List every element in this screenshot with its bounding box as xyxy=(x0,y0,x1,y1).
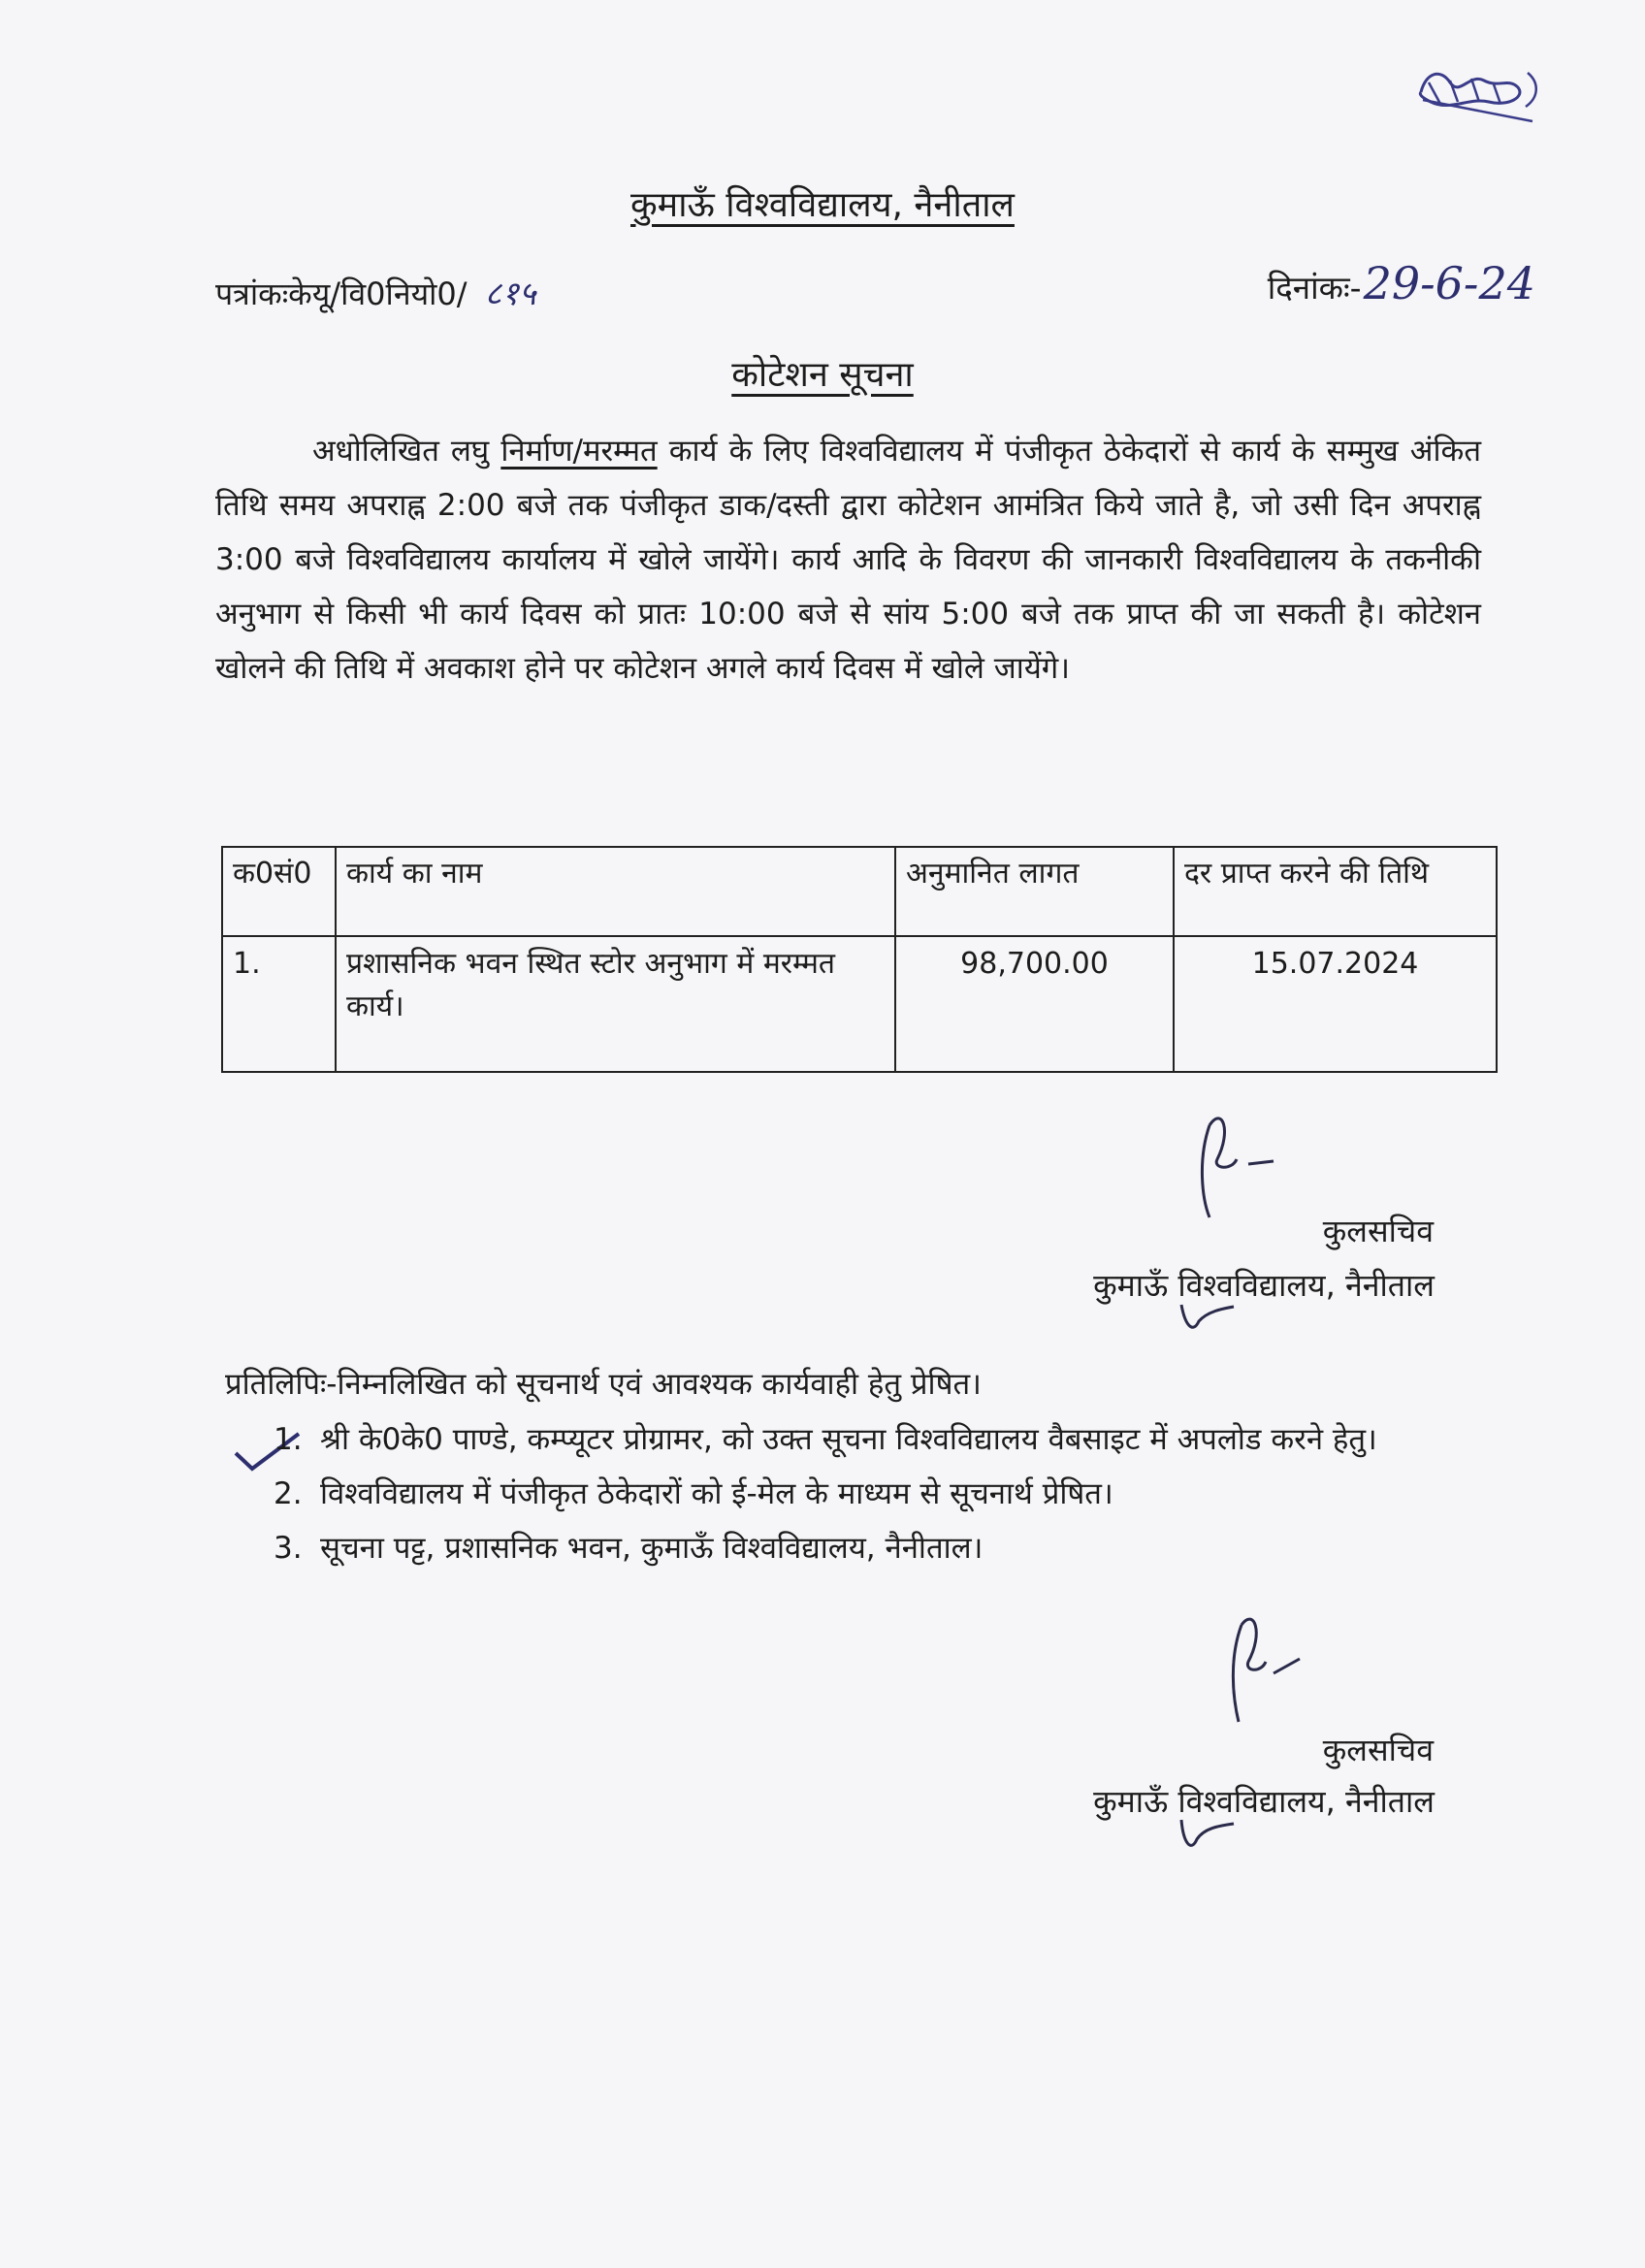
date-value: 29-6-24 xyxy=(1363,257,1535,309)
list-item-text: श्री के0के0 पाण्डे, कम्प्यूटर प्रोग्रामर, को उक्त सूचना विश्वविद्यालय वैबसाइट में अपलोड करने हेतु। xyxy=(320,1422,1377,1457)
reference-label: पत्रांकःकेयू/वि0नियो0/ xyxy=(215,275,468,312)
work-table xyxy=(221,846,1498,1073)
university-title: कुमाऊँ विश्वविद्यालय, नैनीताल xyxy=(630,185,1015,225)
signature-flourish-2 xyxy=(1174,1812,1242,1861)
cell-rate-date: 15.07.2024 xyxy=(1174,936,1497,1072)
date-label: दिनांकः- xyxy=(1267,269,1362,307)
signature-mark-2 xyxy=(1217,1605,1314,1732)
table-row xyxy=(222,936,1497,1072)
handwritten-scribble-mark xyxy=(1411,53,1537,146)
header-work-name: कार्य का नाम xyxy=(336,847,895,936)
list-item-text: सूचना पट्ट, प्रशासनिक भवन, कुमाऊँ विश्वविद्यालय, नैनीताल। xyxy=(320,1531,984,1566)
paragraph-part-1: अधोलिखित लघु xyxy=(312,434,490,469)
copy-to-label: प्रतिलिपिः-निम्नलिखित को सूचनार्थ एवं आवश्यक कार्यवाही हेतु प्रेषित। xyxy=(225,1367,982,1402)
date-line xyxy=(1268,257,1535,309)
copy-to-list xyxy=(225,1414,1486,1577)
notice-paragraph xyxy=(215,424,1481,696)
signature-mark-1 xyxy=(1188,1101,1295,1227)
list-item xyxy=(225,1469,1486,1519)
signature-1-designation: कुलसचिव xyxy=(1322,1213,1434,1249)
paragraph-underlined-work-type: निर्माण/मरम्मत xyxy=(500,434,658,469)
header-serial-number: क0सं0 xyxy=(222,847,336,936)
signature-flourish-1 xyxy=(1174,1297,1242,1341)
table-header-row xyxy=(222,847,1497,936)
notice-heading: कोटेशन सूचना xyxy=(731,355,914,395)
list-item xyxy=(225,1414,1486,1465)
signature-1-office: कुमाऊँ विश्वविद्यालय, नैनीताल xyxy=(1093,1267,1435,1304)
paragraph-part-2: कार्य के लिए विश्वविद्यालय में पंजीकृत ठेकेदारों से कार्य के सम्मुख अंकित तिथि समय अपराह्न 2:00 बजे तक पंजीकृत डाक/दस्ती द्वारा कोटेशन आमंत्रित किये जाते है, जो उसी दिन अपराह्न 3:00 बजे विश्वविद्यालय कार्यालय में खोले जायेंगे। कार्य आदि के विवरण की जानकारी विश्वविद्यालय के तकनीकी अनुभाग से किसी भी कार्य दिवस को प्रातः 10:00 बजे से सांय 5:00 बजे तक प्राप्त की जा सकती है। कोटेशन खोलने की तिथि में अवकाश होने पर कोटेशन अगले कार्य दिवस में खोले जायेंगे। xyxy=(215,434,1482,686)
list-item xyxy=(225,1523,1486,1573)
signature-2-designation: कुलसचिव xyxy=(1322,1732,1434,1768)
cell-estimated-cost: 98,700.00 xyxy=(895,936,1174,1072)
list-item-text: विश्वविद्यालय में पंजीकृत ठेकेदारों को ई-मेल के माध्यम से सूचनार्थ प्रेषित। xyxy=(320,1476,1113,1511)
reference-number: ८१५ xyxy=(484,275,536,313)
header-estimated-cost: अनुमानित लागत xyxy=(895,847,1174,936)
list-item-number: 2. xyxy=(274,1476,303,1511)
list-item-number: 3. xyxy=(274,1531,303,1566)
cell-serial-number: 1. xyxy=(222,936,336,1072)
header-rate-date: दर प्राप्त करने की तिथि xyxy=(1174,847,1497,936)
cell-work-name: प्रशासनिक भवन स्थित स्टोर अनुभाग में मरम्मत कार्य। xyxy=(336,936,895,1072)
list-item-number: 1. xyxy=(274,1422,303,1457)
reference-line xyxy=(215,270,536,314)
signature-2-office: कुमाऊँ विश्वविद्यालय, नैनीताल xyxy=(1093,1783,1435,1820)
